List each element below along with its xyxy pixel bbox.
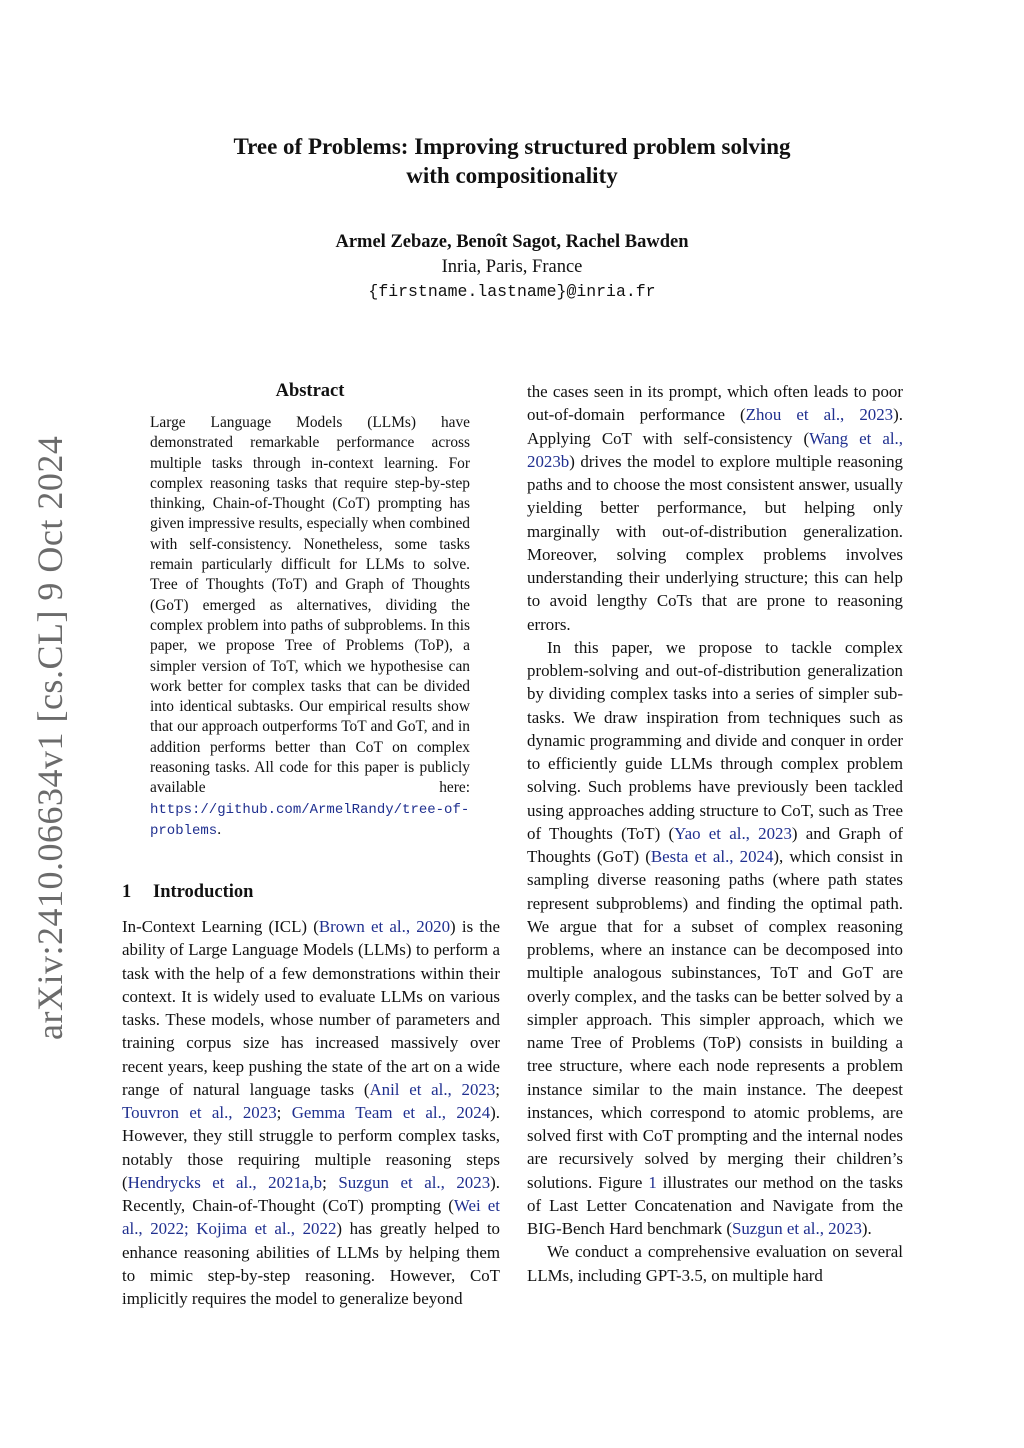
text-run: ). — [861, 1219, 872, 1238]
text-run: illustrates our method on the tasks of Last Letter Concatenation and Navigate from the BIG-Bench Hard benchmark ( — [527, 1172, 903, 1238]
citation-link[interactable]: Gemma Team et al., 2024 — [291, 1103, 491, 1122]
citation-link[interactable]: Hendrycks et al., 2021a,b — [127, 1172, 323, 1192]
text-run: ) has greatly helped to enhance reasoning abilities of LLMs by helping them to mimic step-by-step reasoning. However, CoT implicitly requires the model to generalize beyond — [122, 1219, 500, 1308]
citation-link[interactable]: Yao et al., 2023 — [674, 823, 792, 843]
abstract-heading: Abstract — [275, 381, 345, 401]
text-run: ), which consist in sampling diverse reasoning paths (where path states represent subproblems) and finding the optimal path. We argue that for a subset of complex reasoning problems, where an instance can be decomposed into multiple analogous subinstances, ToT and GoT are overly complex, and the tasks can be better solved by a simpler approach. This simpler approach, which we name Tree of Problems (ToP) consists in building a tree structure, where each node represents a problem instance similar to the main instance. The deepest instances, which correspond to atomic problems, are solved first with CoT prompting and the internal nodes are recursively solved by merging their children’s solutions. Figure — [527, 847, 903, 1192]
section-heading-introduction — [122, 880, 502, 904]
abstract-end: . — [217, 820, 222, 838]
section-number: 1 — [122, 882, 132, 902]
text-run: ) drives the model to explore multiple reasoning paths and to choose the most consistent answer, usually yielding better performance, but helping only marginally with out-of-distribution generalization. Moreover, solving complex problems involves understanding their underlying structure; this can help to avoid lengthy CoTs that are prone to reasoning errors. — [527, 451, 903, 634]
right-paragraph-3: We conduct a comprehensive evaluation on several LLMs, including GPT-3.5, on multiple hard — [527, 1242, 903, 1285]
paper-title — [150, 132, 874, 190]
arxiv-identifier-stamp: arXiv:2410.06634v1 [cs.CL] 9 Oct 2024 — [30, 435, 70, 1040]
affiliation: Inria, Paris, France — [441, 257, 583, 277]
citation-link[interactable]: Zhou et al., 2023 — [745, 405, 894, 425]
citation-link[interactable]: Besta et al., 2024 — [650, 847, 774, 866]
text-run: ; — [495, 1079, 500, 1099]
text-run: In this paper, we propose to tackle complex problem-solving and out-of-distribution generalization by dividing complex tasks into a series of simpler sub-tasks. We draw inspiration from techniques such as dynamic programming and divide and conquer in order to efficiently guide LLMs through complex problem solving. Such problems have previously been tackled using approaches adding structure to CoT, such as Tree of Thoughts (ToT) ( — [527, 637, 903, 843]
text-run: ; — [322, 1172, 339, 1192]
title-line-1: Tree of Problems: Improving structured problem solving — [233, 134, 791, 159]
section-title: Introduction — [153, 882, 254, 902]
citation-link[interactable]: Wang et al., 2023b — [527, 428, 903, 471]
right-column-body — [527, 380, 903, 1287]
code-repository-link[interactable]: https://github.com/ArmelRandy/tree-of-problems — [150, 801, 470, 839]
citation-link[interactable]: Brown et al., 2020 — [318, 917, 451, 936]
author-email: {firstname.lastname}@inria.fr — [368, 282, 656, 301]
text-run: ). Recently, Chain-of-Thought (CoT) prompting ( — [122, 1172, 500, 1215]
text-run: In-Context Learning (ICL) ( — [122, 917, 319, 936]
right-paragraph-2 — [527, 636, 903, 1241]
text-run: the cases seen in its prompt, which often leads to poor out-of-domain performance ( — [527, 382, 903, 425]
text-run: ). Applying CoT with self-consistency ( — [527, 405, 903, 448]
citation-link[interactable]: Suzgun et al., 2023 — [338, 1172, 491, 1192]
abstract-text — [150, 413, 470, 841]
left-column-body — [122, 915, 500, 1310]
intro-paragraph-1 — [122, 915, 500, 1310]
citation-link[interactable]: Suzgun et al., 2023 — [731, 1219, 862, 1238]
text-run: ; — [276, 1103, 292, 1122]
right-paragraph-1 — [527, 380, 903, 636]
author-list: Armel Zebaze, Benoît Sagot, Rachel Bawden — [335, 232, 689, 252]
citation-link[interactable]: Touvron et al., 2023 — [122, 1103, 277, 1122]
text-run: ) is the ability of Large Language Models (LLMs) to perform a task with the help of a few demonstrations within their context. It is widely used to evaluate LLMs on various tasks. These models, whose number of parameters and training corpus size has increased massively over recent years, keep pushing the state of the art on a wide range of natural language tasks ( — [122, 917, 500, 1099]
abstract-body-text: Large Language Models (LLMs) have demonstrated remarkable performance across multiple tasks through in-context learning. For complex reasoning tasks that require step-by-step thinking, Chain-of-Thought (CoT) prompting has given impressive results, especially when combined with self-consistency. Nonetheless, some tasks remain particularly difficult for LLMs to solve. Tree of Thoughts (ToT) and Graph of Thoughts (GoT) emerged as alternatives, dividing the complex problem into paths of subproblems. In this paper, we propose Tree of Problems (ToP), a simpler version of ToT, which we hypothesise can work better for complex tasks that can be divided into identical subtasks. Our empirical results show that our approach outperforms ToT and GoT, and in addition performs better than CoT on complex reasoning tasks. All code for this paper is publicly available here: — [150, 414, 470, 797]
figure-reference-link[interactable]: 1 — [648, 1172, 657, 1192]
citation-link[interactable]: Wei et al., 2022; Kojima et al., 2022 — [122, 1196, 500, 1239]
citation-link[interactable]: Anil et al., 2023 — [369, 1079, 496, 1099]
title-line-2: with compositionality — [406, 163, 618, 188]
text-run: ). However, they still struggle to perform complex tasks, notably those requiring multiple reasoning steps ( — [122, 1103, 500, 1192]
text-run: ) and Graph of Thoughts (GoT) ( — [527, 823, 903, 866]
